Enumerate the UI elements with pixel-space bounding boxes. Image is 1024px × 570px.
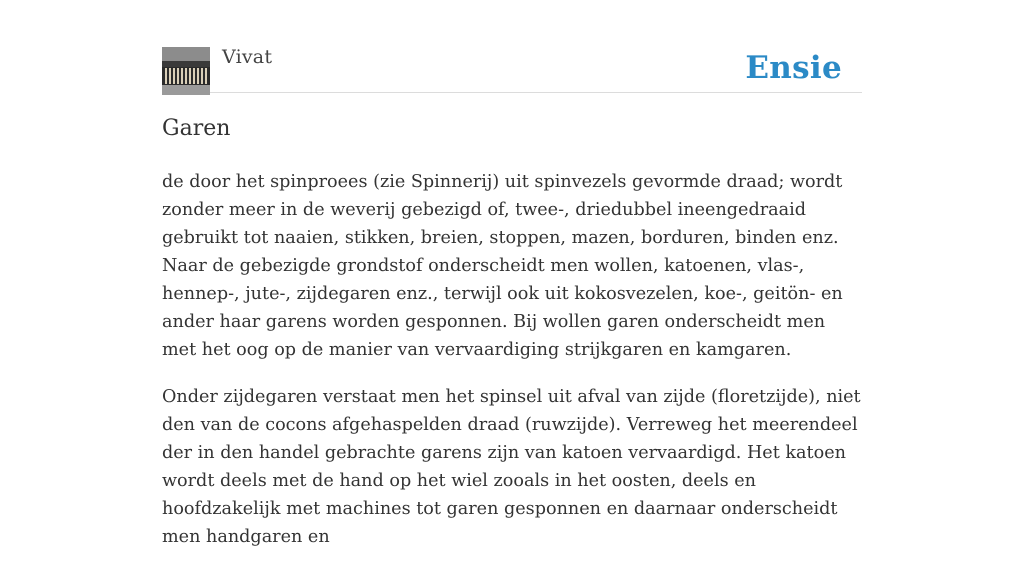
author-name[interactable]: Vivat bbox=[222, 46, 273, 68]
brand-logo[interactable]: Ensie bbox=[745, 50, 842, 86]
header bbox=[162, 0, 862, 93]
avatar-image bbox=[162, 47, 210, 95]
article-body bbox=[162, 168, 862, 570]
article-paragraph: Onder zijdegaren verstaat men het spinsel uit afval van zijde (floretzijde), niet den van de cocons afgehaspelden draad (ruwzijde). Verreweg het meerendeel der in den handel gebrachte garens zijn van katoen vervaardigd. Het katoen wordt deels met de hand op het wiel zooals in het oosten, deels en hoofdzakelijk met machines tot garen gesponnen en daarnaar onderscheidt men handgaren en bbox=[162, 387, 861, 547]
article-paragraph: de door het spinproees (zie Spinnerij) uit spinvezels gevormde draad; wordt zonder meer in de weverij gebezigd of, twee-, driedubbel ineengedraaid gebruikt tot naaien, stikken, breien, stoppen, mazen, borduren, binden enz. Naar de gebezigde grondstof onderscheidt men wollen, katoenen, vlas-, hennep-, jute-, zijdegaren enz., terwijl ook uit kokosvezelen, koe-, geitön- en ander haar garens worden gesponnen. Bij wollen garen onderscheidt men met het oog op de manier van vervaardiging strijkgaren en kamgaren. bbox=[162, 172, 843, 360]
page bbox=[162, 0, 862, 547]
author-avatar[interactable] bbox=[162, 47, 210, 95]
article-title: Garen bbox=[162, 116, 231, 141]
